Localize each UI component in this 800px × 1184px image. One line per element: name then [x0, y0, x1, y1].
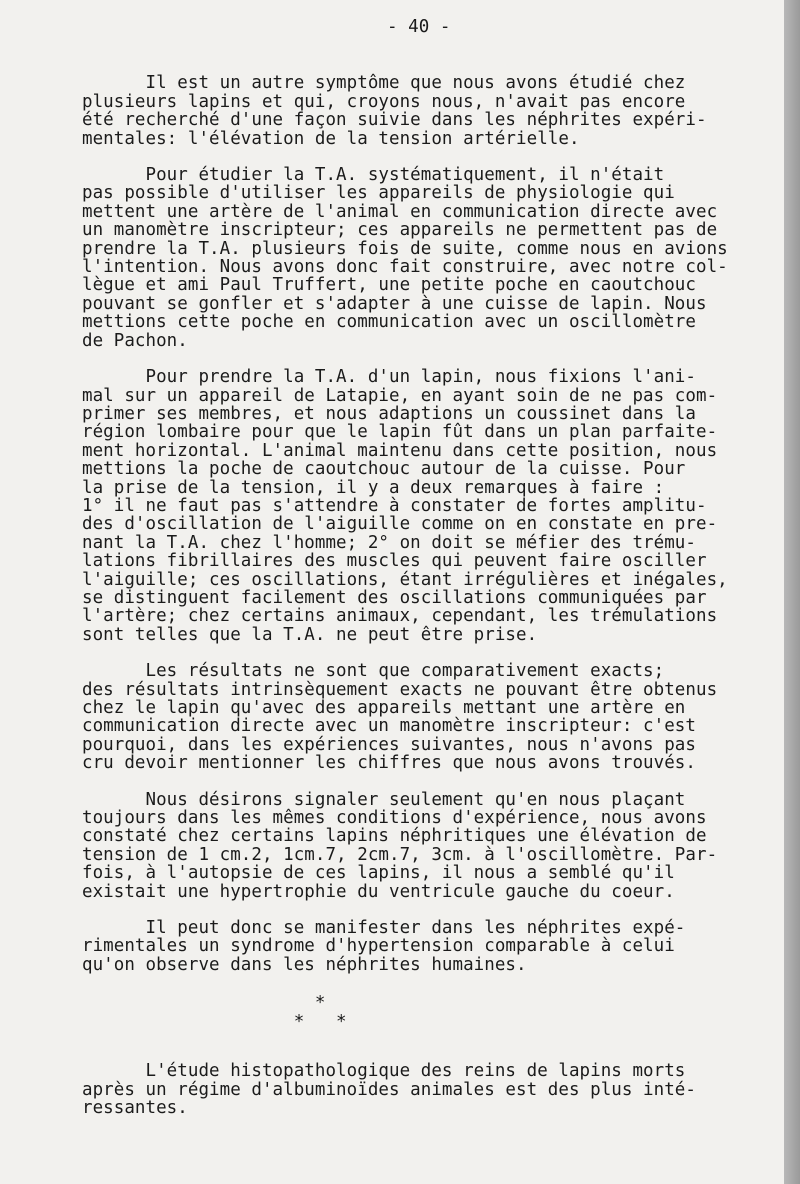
paragraph-5: Nous désirons signaler seulement qu'en nous plaçant toujours dans les mêmes conditions d'expérience, nous avons constaté chez certains lapins néphritiques une élévation de tension de 1 cm.2, 1cm.7, 2cm.7, 3cm. à l'oscillomètre. Par- fois, à l'autopsie de ces lapins, il nous a semblé qu'il existait une hypertrophie du ventricule gauche du coeur.	[82, 789, 718, 902]
page-number: - 40 -	[387, 17, 451, 37]
section-separator: * * *	[293, 993, 347, 1033]
page-edge-shadow	[784, 0, 800, 1184]
paragraph-6: Il peut donc se manifester dans les néphrites expé- rimentales un syndrome d'hypertension comparable à celui qu'on observe dans les néphrites humaines.	[82, 918, 686, 975]
document-text	[82, 18, 754, 1136]
paragraph-2: Pour étudier la T.A. systématiquement, il n'était pas possible d'utiliser les appareils de physiologie qui mettent une artère de l'animal en communication directe avec un manomètre inscripteur; ces appareils ne permettent pas de prendre la T.A. plusieurs fois de suite, comme nous en avions l'intention. Nous avons donc fait construire, avec notre col- lègue et ami Paul Truffert, une petite poche en caoutchouc pouvant se gonfler et s'adapter à une cuisse de lapin. Nous mettions cette poche en communication avec un oscillomètre de Pachon.	[82, 165, 728, 351]
paragraph-1: Il est un autre symptôme que nous avons étudié chez plusieurs lapins et qui, croyons nous, n'avait pas encore été recherché d'une façon suivie dans les néphrites expéri- mentales: l'élévation de la tension artérielle.	[82, 73, 707, 149]
closing-paragraph: L'étude histopathologique des reins de lapins morts après un régime d'albuminoïdes animales est des plus inté- ressantes.	[82, 1061, 696, 1119]
paragraph-4: Les résultats ne sont que comparativement exacts; des résultats intrinsèquement exacts ne pouvant être obtenus chez le lapin qu'avec des appareils mettant une artère en communication directe avec un manomètre inscripteur: c'est pourquoi, dans les expériences suivantes, nous n'avons pas cru devoir mentionner les chiffres que nous avons trouvés.	[82, 661, 718, 774]
paragraph-3: Pour prendre la T.A. d'un lapin, nous fixions l'ani- mal sur un appareil de Latapie, en ayant soin de ne pas com- primer ses membres, et nous adaptions un coussinet dans la région lombaire pour que le lapin fût dans un plan parfaite- ment horizontal. L'animal maintenu dans cette position, nous mettions la poche de caoutchouc autour de la cuisse. Pour la prise de la tension, il y a deux remarques à faire : 1° il ne faut pas s'attendre à constater de fortes amplitu- des d'oscillation de l'aiguille comme on en constate en pre- nant la T.A. chez l'homme; 2° on doit se méfier des trému- lations fibrillaires des muscles qui peuvent faire osciller l'aiguille; ces oscillations, étant irrégulières et inégales, se distinguent facilement des oscillations communiquées par l'artère; chez certains animaux, cependant, les trémulations sont telles que la T.A. ne peut être prise.	[82, 367, 728, 645]
